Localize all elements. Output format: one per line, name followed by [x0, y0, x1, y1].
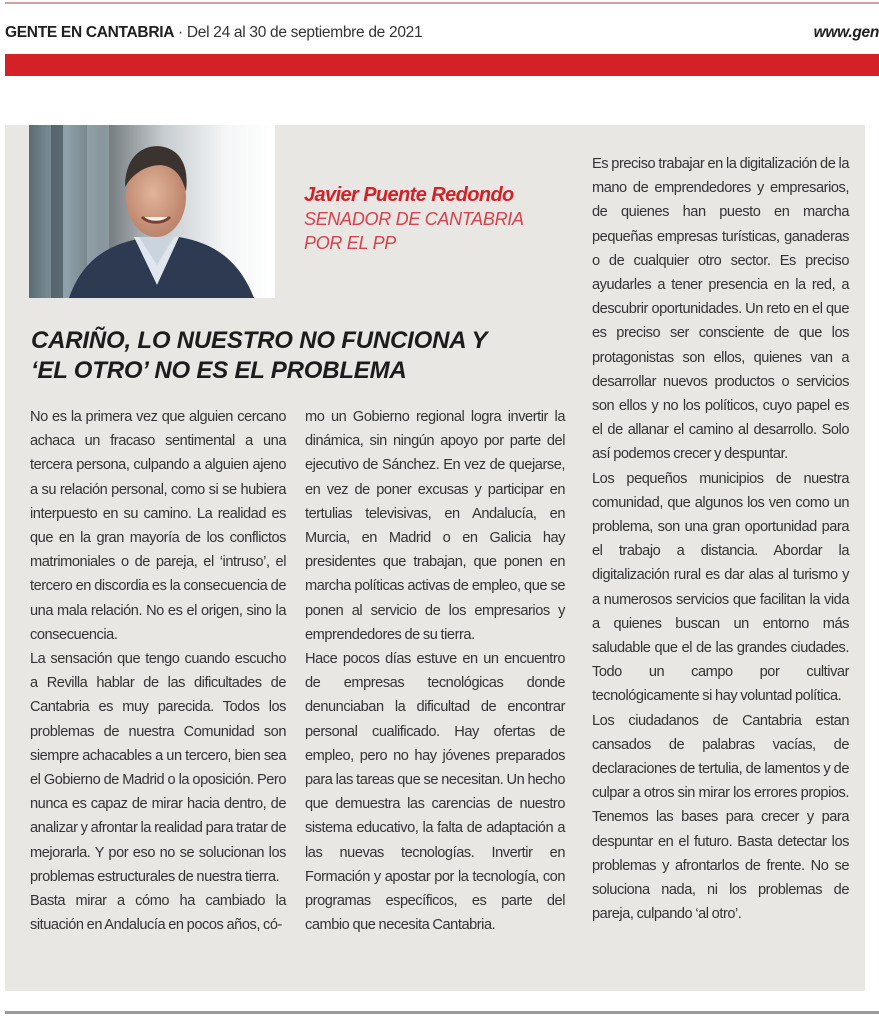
headline-line-1: CARIÑO, LO NUESTRO NO FUNCIONA Y — [31, 327, 488, 354]
author-role-line-2: POR EL PP — [304, 233, 397, 253]
paragraph: Es preciso trabajar en la digitalización de la mano de emprendedores y empresarios, de quienes han puesto en marcha pequeñas empresas turísticas, ganaderas o de cualquier otro sector. Es preciso ayudarles a tener presencia en la red, a descubrir oportunidades. Un reto en el que es preciso ser consciente de que los protagonistas son ellos, quienes van a desarrollar nuevos productos o servicios son ellos y no los políticos, cuyo papel es el de allanar el camino al desarrollo. Solo así podemos crecer y despuntar. — [592, 156, 849, 463]
website-link[interactable]: www.gen — [813, 24, 879, 41]
separator: · — [178, 24, 183, 41]
top-rule — [5, 2, 879, 4]
masthead — [5, 20, 879, 50]
article-column-1 — [30, 405, 286, 937]
article-column-2 — [305, 405, 565, 937]
paragraph: La sensación que tengo cuando escucho a Revilla hablar de las dificultades de Cantabria es muy parecida. Todos los problemas de nuestra Comunidad son siempre achacables a un tercero, bien sea el Gobierno de Madrid o la oposición. Pero nunca es capaz de mirar hacia dentro, de analizar y afrontar la realidad para tratar de mejorarla. Y por eso no se solucionan los problemas estructurales de nuestra tierra. — [30, 651, 286, 885]
issue-date — [178, 24, 422, 42]
paragraph: mo un Gobierno regional logra invertir la dinámica, sin ningún apoyo por parte del ejecutivo de Sánchez. En vez de quejarse, en vez de poner excusas y participar en tertulias televisivas, en Andalucía, en Murcia, en Madrid o en Galicia hay presidentes que trabajan, que ponen en marcha políticas activas de empleo, que se ponen al servicio de los empresarios y emprendedores de su tierra. — [305, 409, 565, 643]
article-headline — [31, 326, 571, 386]
paragraph: Los ciudadanos de Cantabria estan cansados de palabras vacías, de declaraciones de tertulia, de lamentos y de culpar a otros sin mirar los errores propios. Tenemos las bases para crecer y para despuntar en el futuro. Basta detectar los problemas y afrontarlos de frente. No se soluciona nada, ni los problemas de pareja, culpando ‘al otro’. — [592, 712, 849, 923]
article-column-3 — [592, 152, 849, 927]
paragraph: Los pequeños municipios de nuestra comunidad, que algunos los ven como un problema, son una gran oportunidad para el trabajo a distancia. Abordar la digitalización rural es dar alas al turismo y a numerosos servicios que facilitan la vida a quienes buscan un entorno más saludable que el de las grandes ciudades. Todo un campo por cultivar tecnológicamente si hay voluntad política. — [592, 470, 849, 705]
section-band — [5, 54, 879, 76]
headline-line-2: ‘EL OTRO’ NO ES EL PROBLEMA — [31, 357, 407, 384]
author-byline — [304, 184, 524, 255]
publication-name: GENTE EN CANTABRIA — [5, 24, 175, 41]
paragraph: Hace pocos días estuve en un encuentro de empresas tecnológicas donde denunciaban la dificultad de encontrar personal cualificado. Hay ofertas de empleo, pero no hay jóvenes preparados para las tareas que se necesitan. Un hecho que demuestra las carencias de nuestro sistema educativo, la falta de adaptación a las nuevas tecnologías. Invertir en Formación y apostar por la tecnología, con programas específicos, es parte del cambio que necesita Cantabria. — [305, 651, 565, 934]
paragraph: No es la primera vez que alguien cercano achaca un fracaso sentimental a una tercera persona, culpando a alguien ajeno a su relación personal, como si se hubiera interpuesto en su camino. La realidad es que en la gran mayoría de los conflictos matrimoniales o de pareja, el ‘intruso’, el tercero en discordia es la consecuencia de una mala relación. No es el origen, sino la consecuencia. — [30, 409, 286, 643]
author-photo — [29, 125, 275, 298]
paragraph: Basta mirar a cómo ha cambiado la situación en Andalucía en pocos años, có- — [30, 893, 286, 934]
issue-date-text: Del 24 al 30 de septiembre de 2021 — [186, 24, 423, 41]
bottom-rule — [5, 1011, 879, 1014]
author-portrait-image — [29, 125, 275, 298]
author-role-line-1: SENADOR DE CANTABRIA — [304, 209, 524, 229]
author-name: Javier Puente Redondo — [304, 184, 514, 206]
